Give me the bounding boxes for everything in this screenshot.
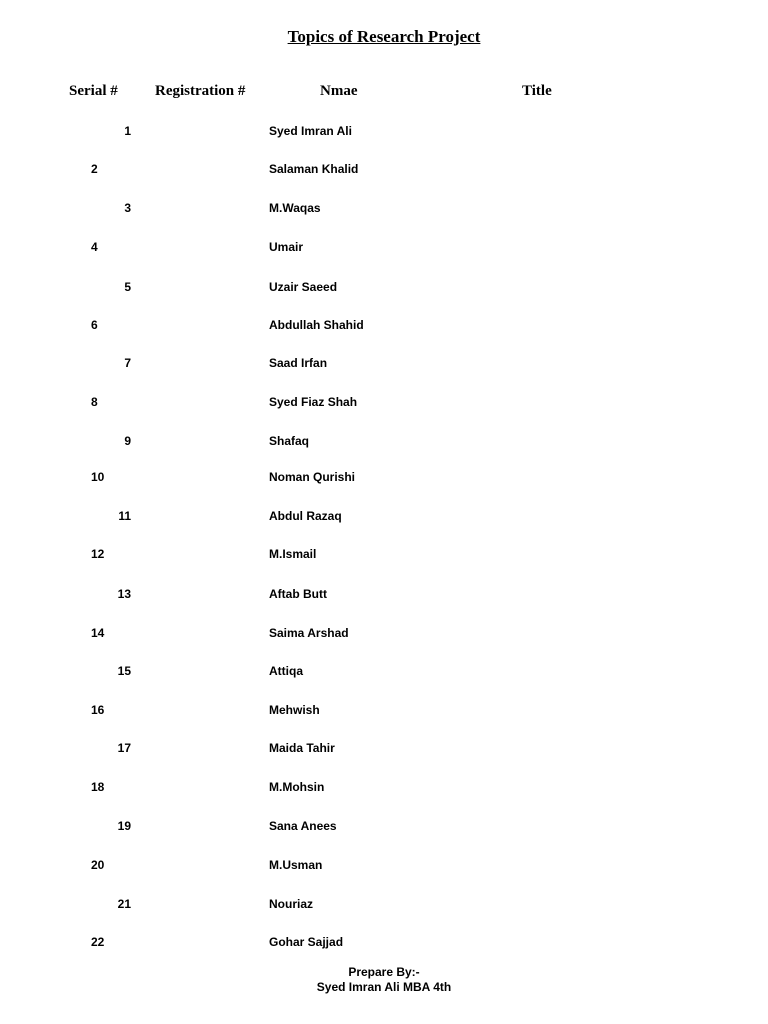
row-serial: 20	[91, 858, 105, 872]
row-name: M.Mohsin	[269, 780, 325, 794]
row-name: Umair	[269, 240, 304, 254]
row-name: M.Ismail	[269, 547, 317, 561]
row-serial: 10	[91, 470, 105, 484]
row-name: M.Waqas	[269, 201, 321, 215]
row-name: Saad Irfan	[269, 356, 328, 370]
row-name: Gohar Sajjad	[269, 935, 344, 949]
row-serial: 12	[91, 547, 105, 561]
column-header-title: Title	[522, 83, 552, 99]
column-header-registration: Registration #	[155, 83, 246, 99]
row-name: Sana Anees	[269, 819, 337, 833]
row-serial: 21	[117, 897, 131, 911]
row-name: M.Usman	[269, 858, 323, 872]
row-serial: 15	[117, 664, 131, 678]
row-serial: 18	[91, 780, 105, 794]
document-title-text: Topics of Research Project	[287, 27, 481, 46]
row-name: Syed Fiaz Shah	[269, 395, 358, 409]
row-serial: 7	[124, 356, 131, 370]
row-name: Nouriaz	[269, 897, 314, 911]
row-name: Aftab Butt	[269, 587, 327, 601]
row-name: Maida Tahir	[269, 741, 335, 755]
row-serial: 4	[91, 240, 98, 254]
row-name: Abdullah Shahid	[269, 318, 364, 332]
row-name: Saima Arshad	[269, 626, 349, 640]
prepared-by-label: Prepare By:-	[348, 965, 420, 979]
row-name: Abdul Razaq	[269, 509, 342, 523]
row-name: Syed Imran Ali	[269, 124, 352, 138]
row-serial: 19	[117, 819, 131, 833]
row-serial: 17	[117, 741, 131, 755]
row-name: Attiqa	[269, 664, 303, 678]
row-name: Salaman Khalid	[269, 162, 359, 176]
row-name: Mehwish	[269, 703, 320, 717]
row-serial: 5	[124, 280, 131, 294]
row-serial: 2	[91, 162, 98, 176]
row-name: Shafaq	[269, 434, 310, 448]
row-serial: 22	[91, 935, 105, 949]
prepared-by-footer	[0, 965, 768, 995]
row-serial: 14	[91, 626, 105, 640]
row-serial: 6	[91, 318, 98, 332]
row-serial: 9	[124, 434, 131, 448]
prepared-by-author: Syed Imran Ali MBA 4th	[316, 980, 452, 994]
row-name: Uzair Saeed	[269, 280, 338, 294]
row-serial: 3	[124, 201, 131, 215]
row-serial: 16	[91, 703, 105, 717]
row-serial: 13	[117, 587, 131, 601]
row-name: Noman Qurishi	[269, 470, 356, 484]
row-serial: 1	[124, 124, 131, 138]
row-serial: 8	[91, 395, 98, 409]
row-serial: 11	[118, 509, 131, 523]
column-header-serial: Serial #	[69, 83, 118, 99]
column-header-name: Nmae	[320, 83, 358, 99]
